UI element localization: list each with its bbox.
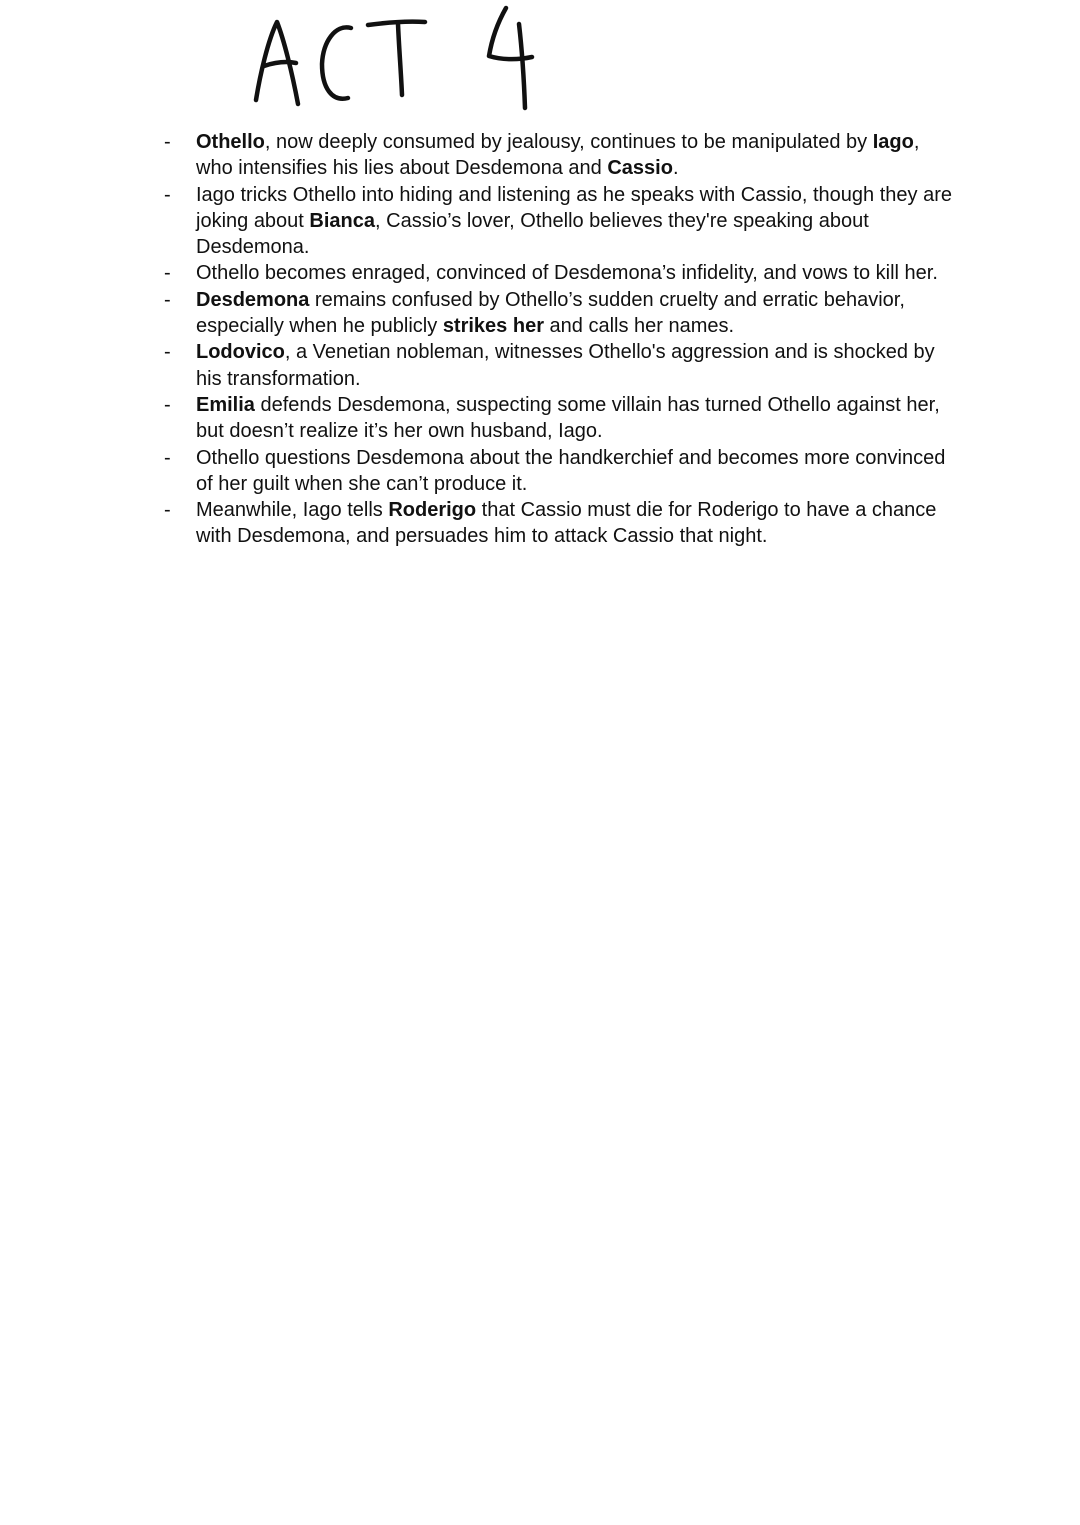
text-run: , a Venetian nobleman, witnesses Othello's aggression and is shocked by his transformation. — [196, 341, 935, 390]
bullet-dash: - — [164, 262, 171, 285]
summary-bullet-item — [160, 129, 960, 182]
summary-bullet-item — [160, 445, 960, 498]
bold-name: Othello — [196, 131, 265, 153]
summary-bullet-item — [160, 339, 960, 392]
handwritten-title — [240, 0, 550, 120]
bold-name: Desdemona — [196, 288, 310, 311]
text-run: Othello questions Desdemona about the handkerchief and becomes more convinced of her guilt when she can’t produce it. — [196, 446, 946, 495]
text-run: , who intensifies his lies about Desdemona and — [196, 131, 920, 180]
text-run: defends Desdemona, suspecting some villain has turned Othello against her, but doesn’t realize it’s her own husband, Iago. — [196, 393, 940, 443]
summary-bullet-item — [160, 182, 960, 261]
bold-name: Emilia — [196, 393, 255, 416]
bold-name: strikes her — [442, 315, 544, 338]
text-run: , now deeply consumed by jealousy, continues to be manipulated by — [264, 131, 873, 153]
bullet-dash: - — [164, 288, 171, 311]
text-run: Iago tricks Othello into hiding and listening as he speaks with Cassio, though they are joking about — [196, 183, 952, 232]
bullet-text — [196, 289, 905, 337]
bullet-dash: - — [164, 446, 171, 469]
bullet-text — [196, 262, 938, 284]
act-summary-list — [160, 129, 960, 550]
bold-name: Iago — [872, 131, 914, 153]
summary-bullet-item — [160, 392, 960, 445]
bold-name: Roderigo — [388, 499, 477, 522]
bullet-dash: - — [164, 341, 171, 364]
bullet-text — [196, 341, 935, 389]
bullet-dash: - — [164, 183, 171, 206]
bullet-text — [196, 499, 936, 547]
text-run: , Cassio’s lover, Othello believes they're speaking about Desdemona. — [196, 209, 869, 259]
bold-name: Cassio — [607, 157, 673, 180]
summary-bullet-item — [160, 497, 960, 550]
handwritten-act-4-drawing — [240, 0, 550, 120]
bold-name: Bianca — [309, 209, 376, 232]
text-run: remains confused by Othello’s sudden cruelty and erratic behavior, especially when he publicly — [196, 288, 905, 338]
bullet-text — [196, 131, 919, 179]
bullet-text — [196, 447, 945, 495]
bullet-dash: - — [164, 499, 171, 522]
text-run: Meanwhile, Iago tells — [196, 499, 389, 522]
text-run: and calls her names. — [543, 315, 735, 338]
summary-bullet-item — [160, 287, 960, 340]
text-run: that Cassio must die for Roderigo to have a chance with Desdemona, and persuades him to attack Cassio that night. — [196, 499, 937, 548]
text-run: Othello becomes enraged, convinced of Desdemona’s infidelity, and vows to kill her. — [196, 262, 938, 285]
text-run: . — [672, 157, 679, 180]
bullet-dash: - — [164, 131, 171, 153]
bullet-text — [196, 394, 940, 442]
bold-name: Lodovico — [196, 341, 285, 364]
summary-bullet-item — [160, 260, 960, 286]
bullet-dash: - — [164, 393, 171, 416]
bullet-text — [196, 184, 952, 259]
